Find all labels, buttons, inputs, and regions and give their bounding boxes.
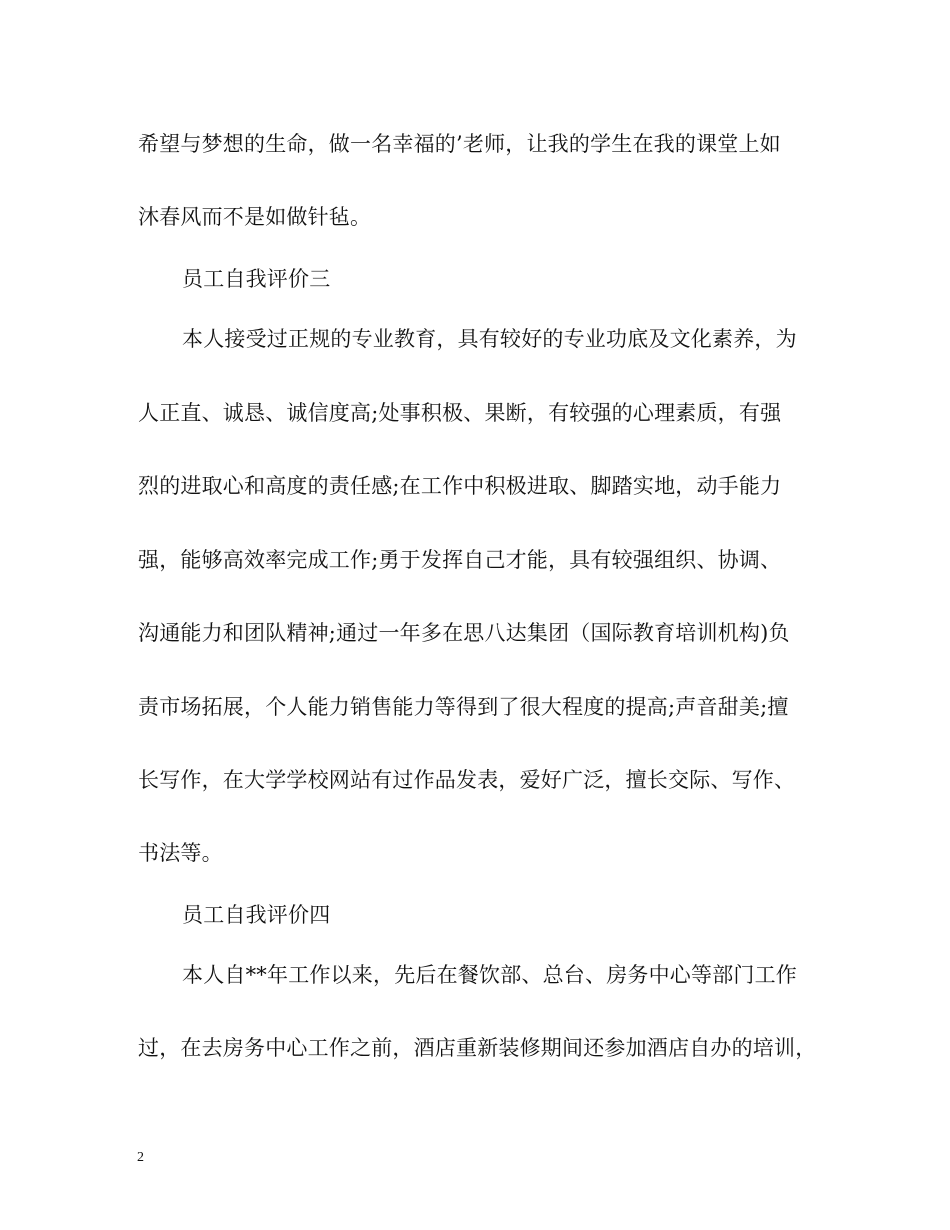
body-text-line: 书法等。	[138, 841, 223, 865]
body-text-line: 希望与梦想的生命，做一名幸福的’老师，让我的学生在我的课堂上如	[138, 132, 781, 156]
body-text-line: 责市场拓展，个人能力销售能力等得到了很大程度的提高;声音甜美;擅	[138, 695, 789, 719]
paragraph-first-line: 本人接受过正规的专业教育，具有较好的专业功底及文化素养，为	[182, 327, 797, 351]
body-text-line: 长写作，在大学学校网站有过作品发表，爱好广泛，擅长交际、写作、	[138, 768, 796, 792]
body-text-line: 强，能够高效率完成工作;勇于发挥自己才能，具有较强组织、协调、	[138, 548, 782, 572]
body-text-line: 烈的进取心和高度的责任感;在工作中积极进取、脚踏实地，动手能力	[138, 474, 782, 498]
body-text-line: 沐春风而不是如做针毡。	[138, 205, 372, 229]
page-number: 2	[137, 1150, 144, 1165]
body-text-line: 沟通能力和团队精神;通过一年多在思八达集团（国际教育培训机构)负	[138, 621, 790, 645]
section-heading: 员工自我评价三	[182, 267, 331, 291]
paragraph-first-line: 本人自**年工作以来，先后在餐饮部、总台、房务中心等部门工作	[182, 963, 797, 987]
body-text-line: 人正直、诚恳、诚信度高;处事积极、果断，有较强的心理素质，有强	[138, 401, 782, 425]
section-heading: 员工自我评价四	[182, 903, 331, 927]
body-text-line: 过，在去房务中心工作之前，酒店重新装修期间还参加酒店自办的培训，	[138, 1036, 817, 1060]
